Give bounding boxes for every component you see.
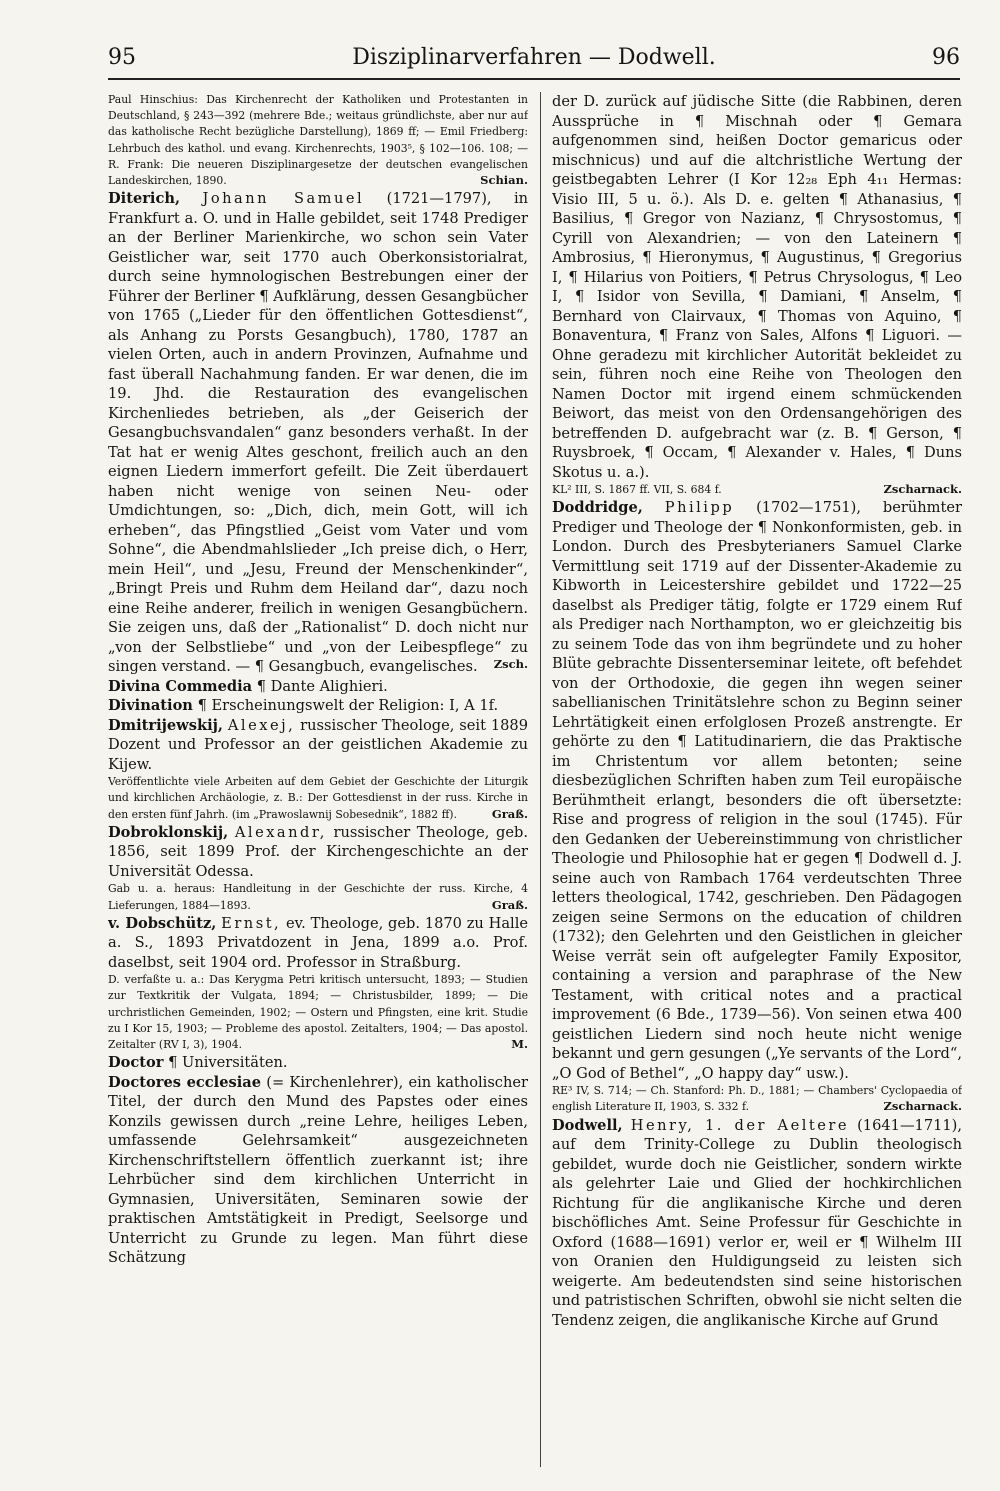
entry-name: Henry, 1. der Aeltere	[630, 1116, 850, 1134]
entry-dodwell: Dodwell, Henry, 1. der Aeltere (1641—1711), auf dem Trinity-College zu Dublin theologisch gebildet, wurde doch nie Geistlicher, sondern wirkte als gelehrter Laie und Glied der hochkirchlichen Richtung für die anglikanische Kirche und deren bischöfliches Amt. Seine Professur für Geschichte in Oxford (1688—1691) verlor er, weil er ¶ Wilhelm III von Oranien den Huldigungseid zu leisten sich weigerte. Am bedeutendsten sind seine historischen und patristischen Schriften, obwohl sie nicht selten die Tendenz zeigen, die anglikanische Kirche auf Grund	[552, 1116, 962, 1329]
entry-headword: Doctores ecclesiae	[108, 1073, 262, 1091]
entry-doctor: Doctor ¶ Universitäten.	[108, 1054, 288, 1072]
signature: M.	[511, 1037, 528, 1052]
entry-headword: Divination	[108, 697, 193, 715]
entry-diterich: Diterich, Johann Samuel (1721—1797), in Frankfurt a. O. und in Halle gebildet, seit 1748 Prediger an der Berliner Marienkirche, wo schon sein Vater Geistlicher war, seit 1770 auch Oberkonsistorialrat, durch seine hymnologischen Bestrebungen einer der Führer der Berliner ¶ Aufklärung, dessen Gesangbücher von 1765 („Lieder für den öffentlichen Gottesdienst“, als Anhang zu Porsts Gesangbuch), 1780, 1787 an vielen Orten, auch in andern Provinzen, Aufnahme und fast überall Nachahmung fanden. Er war denen, die im 19. Jhd. die Restauration des evangelischen Kirchenliedes betrieben, als „der Geiserich der Gesangbuchsvandalen“ ganz besonders verhaßt. In der Tat hat er wenig Altes geschont, freilich auch an den eignen Liedern immerfort gefeilt. Die Zeit überdauert haben nicht wenige von seinen Neu- oder Umdichtungen, so: „Dich, dich, mein Gott, will ich erheben“, das Pfingstlied „Geist vom Vater und vom Sohne“, die Abendmahlslieder „Ich preise dich, o Herr, mein Heil“, und „Jesu, Freund der Menschenkinder“, „Bringt Preis und Ruhm dem Heiland dar“, dazu noch eine Reihe anderer, freilich in wenigen Gesangbüchern. Sie zeigen uns, daß der „Rationalist“ D. doch nicht nur „von der Selbstliebe“ und „von der Leibespflege“ zu singen verstand. — ¶ Gesangbuch, evangelisches. Zsch.	[108, 190, 528, 676]
entry-headword: v. Dobschütz,	[108, 914, 217, 932]
entry-doddridge: Doddridge, Philipp (1702—1751), berühmter Prediger und Theologe der ¶ Nonkonformisten, geb. in London. Durch des Presbyterianers Samuel Clarke Vermittlung seit 1719 auf der Dissenter-Akademie zu Kibworth in Leicestershire gebildet und 1722—25 daselbst als Prediger tätig, folgte er 1729 einem Ruf als Prediger nach Northampton, wo er gleichzeitig bis zu seinem Tode das von ihm begründete und zu hoher Blüte gebrachte Dissenterseminar leitete, oft befehdet von der Orthodoxie, die gegen ihn wegen seiner sabellianischen Trinitätslehre schon zu Beginn seiner Lehrtätigkeit einen erfolglosen Prozeß anstrengte. Er gehörte zu den ¶ Latitudinariern, die das Praktische im Christentum vor allem betonten; seine diesbezüglichen Schriften haben zum Teil europäische Berühmtheit erlangt, besonders die oft übersetzte: Rise and progress of religion in the soul (1745). Für den Gedanken der Uebereinstimmung von christlicher Theologie und Philosophie hat er gegen ¶ Dodwell d. J. seine auch von Rambach 1764 verdeutschten Three letters theological, 1742, geschrieben. Den Pädagogen zeigen seine Sermons on the education of children (1732); den Gelehrten und den Geistlichen in gleicher Weise verrät sein oft aufgelegter Family Expositor, containing a version and paraphrase of the New Testament, with critical notes and a practical improvement (6 Bde., 1739—56). Von seinen etwa 400 geistlichen Liedern sind noch heute nicht wenige bekannt und gern gesungen („Ye servants of the Lord“, „O God of Bethel“, „O happy day“ usw.).	[552, 499, 962, 1082]
literature-kl: KL² III, S. 1867 ff. VII, S. 684 f. Zscharnack.	[552, 482, 962, 496]
running-title: Disziplinarverfahren — Dodwell.	[352, 45, 716, 70]
entry-name: Philipp	[664, 499, 735, 517]
right-column	[552, 92, 962, 1467]
entry-headword: Dobroklonskij,	[108, 823, 229, 841]
entry-divination: Divination ¶ Erscheinungswelt der Religion: I, A 1f.	[108, 697, 499, 715]
signature: Graß.	[491, 806, 528, 821]
entry-dobroklonskij: Dobroklonskij, Alexandr, russischer Theologe, geb. 1856, seit 1899 Prof. der Kirchengeschichte an der Universität Odessa.	[108, 823, 528, 880]
literature-dmitrijewskij: Veröffentlichte viele Arbeiten auf dem Gebiet der Geschichte der Liturgik und kirchlichen Archäologie, z. B.: Der Gottesdienst in der russ. Kirche in den ersten fünf Jahrh. (im „Prawoslawnij Sobesednik“, 1882 ff). Graß.	[108, 775, 528, 821]
signature: Zscharnack.	[883, 482, 962, 496]
entry-name: Ernst,	[221, 914, 282, 932]
page-number-right: 96	[932, 45, 960, 70]
literature-dobschuetz: D. verfaßte u. a.: Das Kerygma Petri kritisch untersucht, 1893; — Studien zur Textkritik der Vulgata, 1894; — Christusbilder, 1899; — Die urchristlichen Gemeinden, 1902; — Ostern und Pfingsten, eine krit. Studie zu I Kor 15, 1903; — Probleme des apostol. Zeitalters, 1904; — Das apostol. Zeitalter (RV I, 3), 1904. M.	[108, 973, 528, 1052]
entry-name: Alexandr,	[234, 823, 327, 841]
running-header	[108, 38, 960, 80]
entry-headword: Doddridge,	[552, 499, 643, 517]
entry-divina-commedia: Divina Commedia ¶ Dante Alighieri.	[108, 677, 388, 695]
page-number-left: 95	[108, 45, 136, 70]
entry-headword: Divina Commedia	[108, 677, 253, 695]
signature: Graß.	[491, 897, 528, 912]
entry-headword: Doctor	[108, 1054, 164, 1072]
entry-name: Alexej,	[227, 716, 296, 734]
column-divider	[540, 92, 541, 1467]
entry-doctores-continued: der D. zurück auf jüdische Sitte (die Rabbinen, deren Aussprüche in ¶ Mischnah oder ¶ Gemara aufgenommen sind, heißen Doctor gemaricus oder mischnicus) und auf die altchristliche Wertung der geistbegabten Lehrer (I Kor 12₂₈ Eph 4₁₁ Hermas: Visio III, 5 u. ö.). Als D. e. gelten ¶ Athanasius, ¶ Basilius, ¶ Gregor von Nazianz, ¶ Chrysostomus, ¶ Cyrill von Alexandrien; — von den Lateinern ¶ Ambrosius, ¶ Hieronymus, ¶ Augustinus, ¶ Gregorius I, ¶ Hilarius von Poitiers, ¶ Petrus Chrysologus, ¶ Leo I, ¶ Isidor von Sevilla, ¶ Damiani, ¶ Anselm, ¶ Bernhard von Clairvaux, ¶ Thomas von Aquino, ¶ Bonaventura, ¶ Franz von Sales, Alfons ¶ Liguori. — Ohne geradezu mit kirchlicher Autorität bekleidet zu sein, führen noch eine Reihe von Theologen den Namen Doctor mit irgend einem schmückenden Beiwort, das meist von den Ordensangehörigen des betreffenden D. aufgebracht war (z. B. ¶ Gerson, ¶ Ruysbroek, ¶ Occam, ¶ Alexander v. Hales, ¶ Duns Skotus u. a.).	[552, 93, 962, 481]
entry-headword: Dmitrijewskij,	[108, 716, 223, 734]
entry-dmitrijewskij: Dmitrijewskij, Alexej, russischer Theologe, seit 1889 Dozent und Professor an der geistlichen Akademie zu Kijew.	[108, 716, 528, 773]
entry-headword: Dodwell,	[552, 1116, 623, 1134]
entry-headword: Diterich,	[108, 190, 181, 208]
signature: Schian.	[480, 173, 528, 188]
literature-hinschius: Paul Hinschius: Das Kirchenrecht der Katholiken und Protestanten in Deutschland, § 243—392 (mehrere Bde.; weitaus gründlichste, aber nur auf das katholische Recht bezügliche Darstellung), 1869 ff; — Emil Friedberg: Lehrbuch des kathol. und evang. Kirchenrechts, 1903⁵, § 102—106. 108; — R. Frank: Die neueren Disziplinargesetze der deutschen evangelischen Landeskirchen, 1890. Schian.	[108, 93, 528, 188]
signature: Zscharnack.	[883, 1099, 962, 1114]
signature: Zsch.	[493, 657, 528, 672]
entry-name: Johann Samuel	[202, 190, 365, 208]
literature-doddridge: RE³ IV, S. 714; — Ch. Stanford: Ph. D., 1881; — Chambers' Cyclopaedia of english Literature II, 1903, S. 332 f. Zscharnack.	[552, 1084, 962, 1114]
entry-doctores-ecclesiae: Doctores ecclesiae (= Kirchenlehrer), ein katholischer Titel, der durch den Mund des Papstes oder eines Konzils gewissen durch „reine Lehre, heiliges Leben, umfassende Gelehrsamkeit“ ausgezeichneten Kirchenschriftstellern öffentlich zuerkannt ist; ihre Lehrbücher sind dem kirchlichen Unterricht in Gymnasien, Universitäten, Seminaren sowie der praktischen Amtstätigkeit in Predigt, Seelsorge und Unterricht zu Grunde zu legen. Man führt diese Schätzung	[108, 1073, 528, 1267]
left-column	[108, 92, 528, 1467]
literature-dobroklonskij: Gab u. a. heraus: Handleitung in der Geschichte der russ. Kirche, 4 Lieferungen, 1884—1893. Graß.	[108, 882, 528, 912]
entry-dobschuetz: v. Dobschütz, Ernst, ev. Theologe, geb. 1870 zu Halle a. S., 1893 Privatdozent in Jena, 1899 a.o. Prof. daselbst, seit 1904 ord. Professor in Straßburg.	[108, 914, 528, 971]
